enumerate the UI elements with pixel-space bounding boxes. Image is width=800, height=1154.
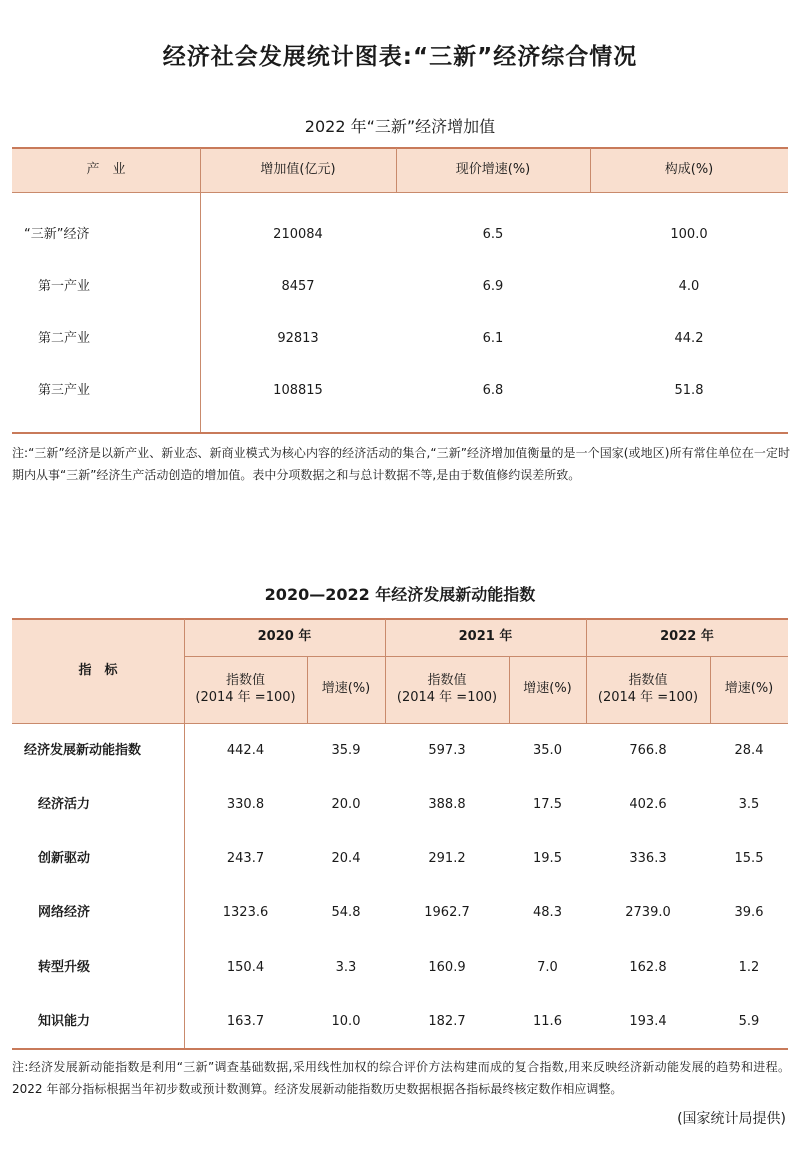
t2-cell-2022-growth: 3.5 (738, 796, 760, 812)
t2-cell-2022-index: 336.3 (629, 850, 667, 866)
t2-cell-2021-index: 182.7 (428, 1013, 466, 1029)
t2-cell-2021-index: 1962.7 (424, 904, 470, 920)
t1-header-industry: 产 业 (86, 161, 126, 177)
t1-row-value: 92813 (277, 330, 319, 346)
t1-row-growth: 6.8 (482, 382, 504, 398)
t2-cell-2022-growth: 39.6 (734, 904, 764, 920)
t1-row-value: 8457 (281, 278, 315, 294)
t2-cell-2020-growth: 20.0 (331, 796, 361, 812)
t2-cell-2022-growth: 5.9 (738, 1013, 760, 1029)
t2-row-label: 转型升级 (38, 959, 91, 975)
t2-row-label: 知识能力 (38, 1013, 91, 1029)
t2-cell-2020-index: 330.8 (226, 796, 265, 812)
table2-title: 2020—2022 年经济发展新动能指数 (264, 585, 536, 604)
t2-cell-2022-index: 766.8 (629, 742, 667, 758)
t1-row-label: 第二产业 (38, 330, 91, 346)
t2-cell-2022-growth: 15.5 (734, 850, 764, 866)
source-credit: (国家统计局提供) (677, 1111, 786, 1127)
t2-row-label: 经济活力 (38, 796, 91, 812)
t1-row-label: “三新”经济 (24, 226, 90, 242)
t2-cell-2021-index: 597.3 (428, 742, 466, 758)
t2-cell-2021-growth: 17.5 (533, 796, 562, 812)
t2-header-growth: 增速(%) (724, 681, 774, 697)
t2-header-year-2020: 2020 年 (257, 629, 312, 645)
t2-row-label: 创新驱动 (38, 850, 91, 866)
t2-row-label: 网络经济 (38, 904, 91, 920)
t1-row-share: 51.8 (674, 382, 704, 398)
t2-header-index-value: 指数值 (2014 年 =100) (195, 673, 296, 705)
t1-row-value: 108815 (273, 382, 323, 398)
t2-cell-2020-index: 163.7 (226, 1013, 265, 1029)
t2-cell-2022-index: 2739.0 (625, 904, 671, 920)
t2-cell-2020-growth: 10.0 (331, 1013, 361, 1029)
t2-cell-2022-index: 402.6 (629, 796, 667, 812)
t2-cell-2021-growth: 11.6 (533, 1013, 562, 1029)
table2-note: 注:经济发展新动能指数是利用“三新”调查基础数据,采用线性加权的综合评价方法构建而成的复合指数,用来反映经济新动能发展的趋势和进程。2022 年部分指标根据当年初步数或预计数测算。经济发展新动能指数历史数据根据各指标最终核定数作相应调整。 (12, 1060, 790, 1096)
t2-cell-2022-growth: 28.4 (734, 742, 764, 758)
t2-header-year-2021: 2021 年 (458, 629, 513, 645)
t1-row-label: 第三产业 (38, 382, 91, 398)
t2-cell-2020-growth: 20.4 (331, 850, 361, 866)
t2-header-growth: 增速(%) (321, 681, 371, 697)
t2-cell-2022-index: 162.8 (629, 959, 667, 975)
t2-cell-2020-growth: 35.9 (331, 742, 361, 758)
t1-row-label: 第一产业 (38, 278, 91, 294)
t2-header-index-value: 指数值 (2014 年 =100) (597, 673, 699, 705)
t1-row-share: 100.0 (670, 226, 708, 242)
t1-header-share: 构成(%) (664, 161, 714, 177)
t2-cell-2022-growth: 1.2 (738, 959, 760, 975)
t2-cell-2021-growth: 19.5 (533, 850, 562, 866)
table1-title: 2022 年“三新”经济增加值 (304, 117, 496, 136)
t1-row-growth: 6.1 (482, 330, 504, 346)
t1-row-growth: 6.9 (482, 278, 504, 294)
t2-cell-2020-index: 442.4 (226, 742, 265, 758)
t1-header-growth: 现价增速(%) (455, 161, 531, 177)
t2-cell-2021-index: 388.8 (428, 796, 466, 812)
t2-cell-2020-growth: 3.3 (335, 959, 357, 975)
table1-note: 注:“三新”经济是以新产业、新业态、新商业模式为核心内容的经济活动的集合,“三新”经济增加值衡量的是一个国家(或地区)所有常住单位在一定时期内从事“三新”经济生产活动创造的增加值。表中分项数据之和与总计数据不等,是由于数值修约误差所致。 (12, 446, 790, 482)
t2-cell-2020-index: 150.4 (226, 959, 265, 975)
t1-row-share: 44.2 (674, 330, 704, 346)
t2-cell-2021-growth: 48.3 (533, 904, 562, 920)
t1-header-value: 增加值(亿元) (260, 161, 336, 177)
t2-cell-2020-index: 243.7 (226, 850, 265, 866)
t2-cell-2022-index: 193.4 (629, 1013, 667, 1029)
t2-header-year-2022: 2022 年 (660, 629, 714, 645)
t2-cell-2020-growth: 54.8 (331, 904, 361, 920)
t2-row-label: 经济发展新动能指数 (24, 742, 142, 758)
page-title: 经济社会发展统计图表:“三新”经济综合情况 (162, 44, 638, 70)
t2-cell-2021-growth: 7.0 (537, 959, 558, 975)
t2-header-index-value: 指数值 (2014 年 =100) (396, 673, 498, 705)
t2-cell-2021-index: 291.2 (428, 850, 466, 866)
t2-header-indicator: 指 标 (78, 662, 118, 678)
t2-cell-2021-growth: 35.0 (533, 742, 562, 758)
t2-cell-2021-index: 160.9 (428, 959, 466, 975)
t1-row-value: 210084 (273, 226, 323, 242)
t1-row-growth: 6.5 (482, 226, 504, 242)
t2-cell-2020-index: 1323.6 (222, 904, 269, 920)
t1-row-share: 4.0 (678, 278, 700, 294)
t2-header-growth: 增速(%) (523, 681, 572, 697)
